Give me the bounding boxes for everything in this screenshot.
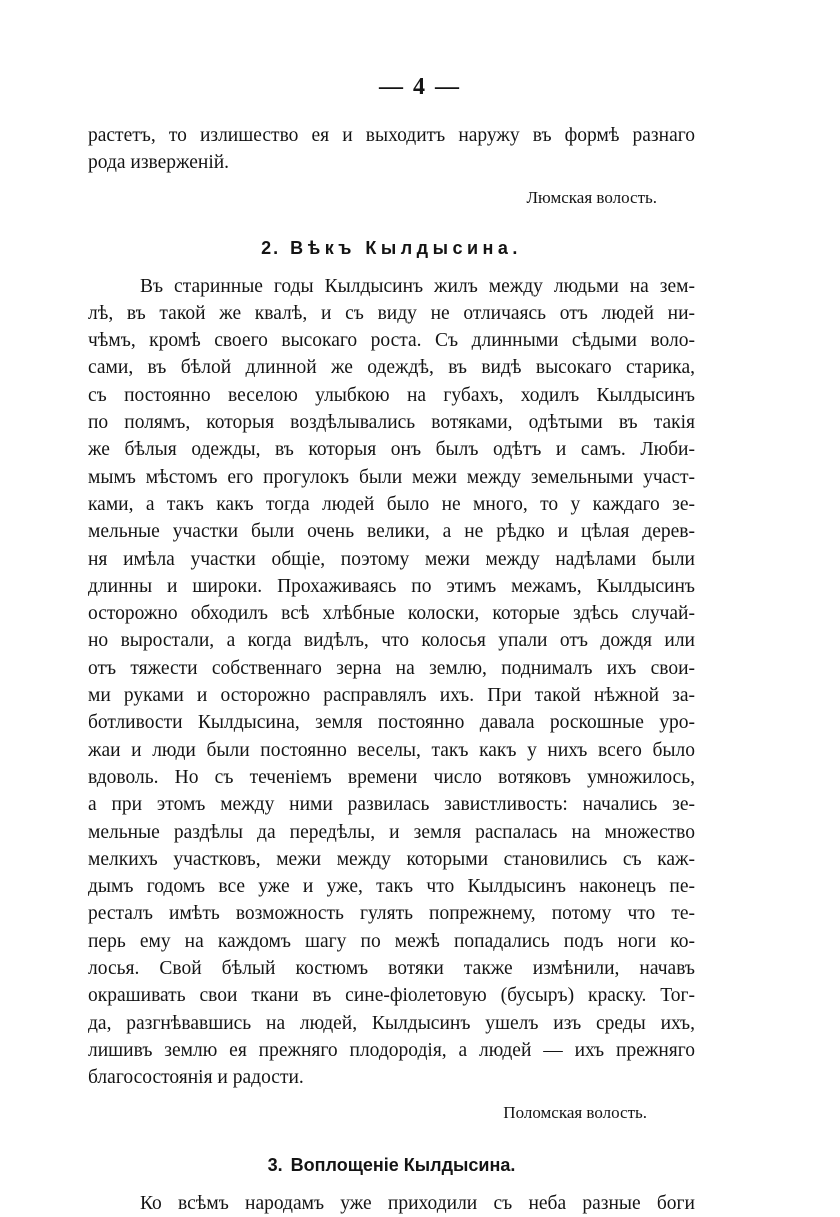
text-line: а при этомъ между ними развилась завистливость: начались зе- xyxy=(88,794,695,816)
section-heading xyxy=(88,1150,695,1180)
text-line: окрашивать свои ткани въ сине-фіолетовую (бусыръ) краску. Тог- xyxy=(88,985,695,1007)
text-line: ресталъ имѣть возможность гулять попрежнему, потому что те- xyxy=(88,903,695,925)
text-line: мельные участки были очень велики, а не рѣдко и цѣлая дерев- xyxy=(88,521,695,543)
text-line: лѣ, въ такой же квалѣ, и съ виду не отличаясь отъ людей ни- xyxy=(88,302,695,324)
text-line: же бѣлыя одежды, въ которыя онъ былъ одѣтъ и самъ. Люби- xyxy=(88,439,695,461)
text-line: рода изверженій. xyxy=(88,152,230,174)
place-signature: Люмская волость. xyxy=(526,187,657,207)
text-line: благосостоянія и радости. xyxy=(88,1067,304,1089)
text-line: лишивъ землю ея прежняго плодородія, а людей — ихъ прежняго xyxy=(88,1039,695,1061)
text-line: лосья. Свой бѣлый костюмъ вотяки также измѣнили, начавъ xyxy=(88,958,695,980)
section-title: Вѣкъ Кылдысина. xyxy=(290,237,522,258)
text-line: Ко всѣмъ народамъ уже приходили съ неба разные боги xyxy=(140,1192,695,1214)
text-line: длинны и широки. Прохаживаясь по этимъ межамъ, Кылдысинъ xyxy=(88,575,695,597)
section-number: 3. xyxy=(267,1154,283,1175)
text-line: по полямъ, которыя воздѣлывались вотяками, одѣтыми въ такія xyxy=(88,412,695,434)
text-line: жаи и люди были постоянно веселы, такъ какъ у нихъ всего было xyxy=(88,739,695,761)
text-line: чѣмъ, кромѣ своего высокаго роста. Съ длинными сѣдыми воло- xyxy=(88,330,695,352)
page-number: — 4 — xyxy=(379,74,461,100)
place-signature: Поломская волость. xyxy=(503,1102,647,1122)
text-line: сами, въ бѣлой длинной же одеждѣ, въ видѣ высокаго старика, xyxy=(88,357,695,379)
text-line: растетъ, то излишество ея и выходитъ наружу въ формѣ разнаго xyxy=(88,125,695,146)
text-line: мелкихъ участковъ, межи между которыми становились съ каж- xyxy=(88,848,695,870)
text-line: ками, а такъ какъ тогда людей было не много, то у каждаго зе- xyxy=(88,493,695,515)
text-line: Въ старинные годы Кылдысинъ жилъ между людьми на зем- xyxy=(140,275,695,297)
text-line: съ постоянно веселою улыбкою на губахъ, ходилъ Кылдысинъ xyxy=(88,384,695,406)
text-line: да, разгнѣвавшись на людей, Кылдысинъ ушелъ изъ среды ихъ, xyxy=(88,1012,695,1034)
text-line: ня имѣла участки общіе, поэтому межи между надѣлами были xyxy=(88,548,695,570)
text-line: вдоволь. Но съ теченіемъ времени число вотяковъ умножилось, xyxy=(88,766,695,788)
text-line: отъ тяжести собственнаго зерна на землю, поднималъ ихъ свои- xyxy=(88,657,695,679)
section-number: 2. xyxy=(261,237,281,258)
text-line: мымъ мѣстомъ его прогулокъ были межи между земельными участ- xyxy=(88,466,695,488)
section-title: Воплощеніе Кылдысина. xyxy=(290,1154,516,1175)
text-line: ботливости Кылдысина, земля постоянно давала роскошные уро- xyxy=(88,712,695,734)
text-line: но выростали, а когда видѣлъ, что колосья упали отъ дождя или xyxy=(88,630,695,652)
section-heading xyxy=(88,233,695,263)
text-line: перь ему на каждомъ шагу по межѣ попадались подъ ноги ко- xyxy=(88,930,695,952)
text-line: осторожно обходилъ всѣ хлѣбные колоски, которые здѣсь случай- xyxy=(88,603,695,625)
text-line: мельные раздѣлы да передѣлы, и земля распалась на множество xyxy=(88,821,695,843)
text-line: дымъ годомъ все уже и уже, такъ что Кылдысинъ наконецъ пе- xyxy=(88,876,695,898)
text-line: ми руками и осторожно расправлялъ ихъ. При такой нѣжной за- xyxy=(88,685,695,707)
page-content xyxy=(88,122,695,1217)
